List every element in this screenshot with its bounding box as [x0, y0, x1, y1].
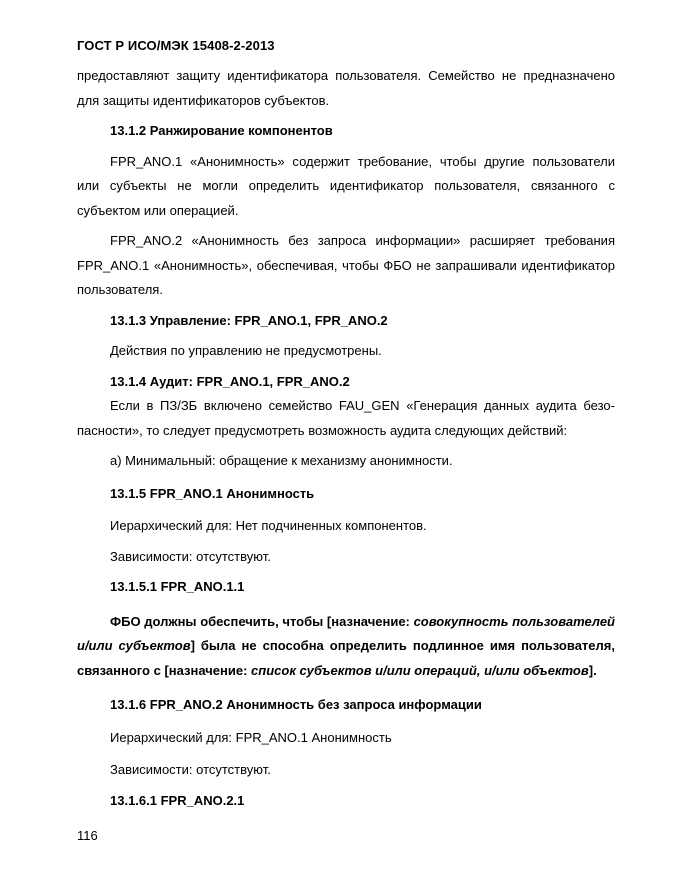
page-number: 116	[77, 828, 98, 843]
paragraph-dependencies-ano2: Зависимости: отсутствуют.	[110, 762, 271, 777]
paragraph-hierarchical-ano1: Иерархический для: Нет подчиненных компонентов.	[110, 518, 427, 533]
section-heading-13-1-4: 13.1.4 Аудит: FPR_ANO.1, FPR_ANO.2	[110, 373, 350, 389]
requirement-text-part3: ].	[588, 662, 597, 678]
paragraph-ano1-description: FPR_ANO.1 «Анонимность» содержит требование, чтобы другие пользователи или субъекты не могли определить идентификатор пользователя, связанного с субъектом или операцией.	[77, 153, 615, 218]
section-heading-13-1-3: 13.1.3 Управление: FPR_ANO.1, FPR_ANO.2	[110, 312, 388, 328]
requirement-assignment-users: совокупность пользователей и/или субъектов	[77, 613, 615, 653]
paragraph-audit: Если в ПЗ/ЗБ включено семейство FAU_GEN «Генерация данных аудита безопасности», то следует предусмотреть возможность аудита следующих действий:	[77, 398, 615, 438]
section-heading-13-1-5-1: 13.1.5.1 FPR_ANO.1.1	[110, 579, 245, 594]
paragraph-hierarchical-ano2: Иерархический для: FPR_ANO.1 Анонимность	[110, 729, 392, 745]
section-heading-13-1-2: 13.1.2 Ранжирование компонентов	[110, 123, 333, 138]
paragraph-ano2-description: FPR_ANO.2 «Анонимность без запроса информации» расширяет требования FPR_ANO.1 «Анонимность», обеспечивая, чтобы ФБО не запрашивали идентификатор пользователя.	[77, 233, 615, 297]
requirement-text-part2: ] была не способна определить подлинное имя пользователя, связанного с [назначение:	[77, 638, 615, 678]
requirement-text-part1: ФБО должны обеспечить, чтобы [назначение:	[110, 613, 414, 629]
section-heading-13-1-5: 13.1.5 FPR_ANO.1 Анонимность	[110, 485, 315, 501]
paragraph-audit-minimal: a) Минимальный: обращение к механизму анонимности.	[110, 453, 453, 468]
intro-paragraph: предоставляют защиту идентификатора пользователя. Семейство не предназначено для защиты идентификаторов субъектов.	[77, 68, 615, 108]
requirement-ano1-1	[77, 610, 615, 684]
requirement-assignment-subjects: список субъектов и/или операций, и/или объектов	[251, 662, 589, 678]
page-content	[77, 64, 615, 813]
section-heading-13-1-6-1: 13.1.6.1 FPR_ANO.2.1	[110, 792, 245, 808]
paragraph-dependencies-ano1: Зависимости: отсутствуют.	[110, 548, 271, 564]
section-heading-13-1-6: 13.1.6 FPR_ANO.2 Анонимность без запроса информации	[110, 697, 482, 712]
document-header: ГОСТ Р ИСО/МЭК 15408-2-2013	[77, 38, 275, 53]
paragraph-management: Действия по управлению не предусмотрены.	[110, 343, 382, 358]
